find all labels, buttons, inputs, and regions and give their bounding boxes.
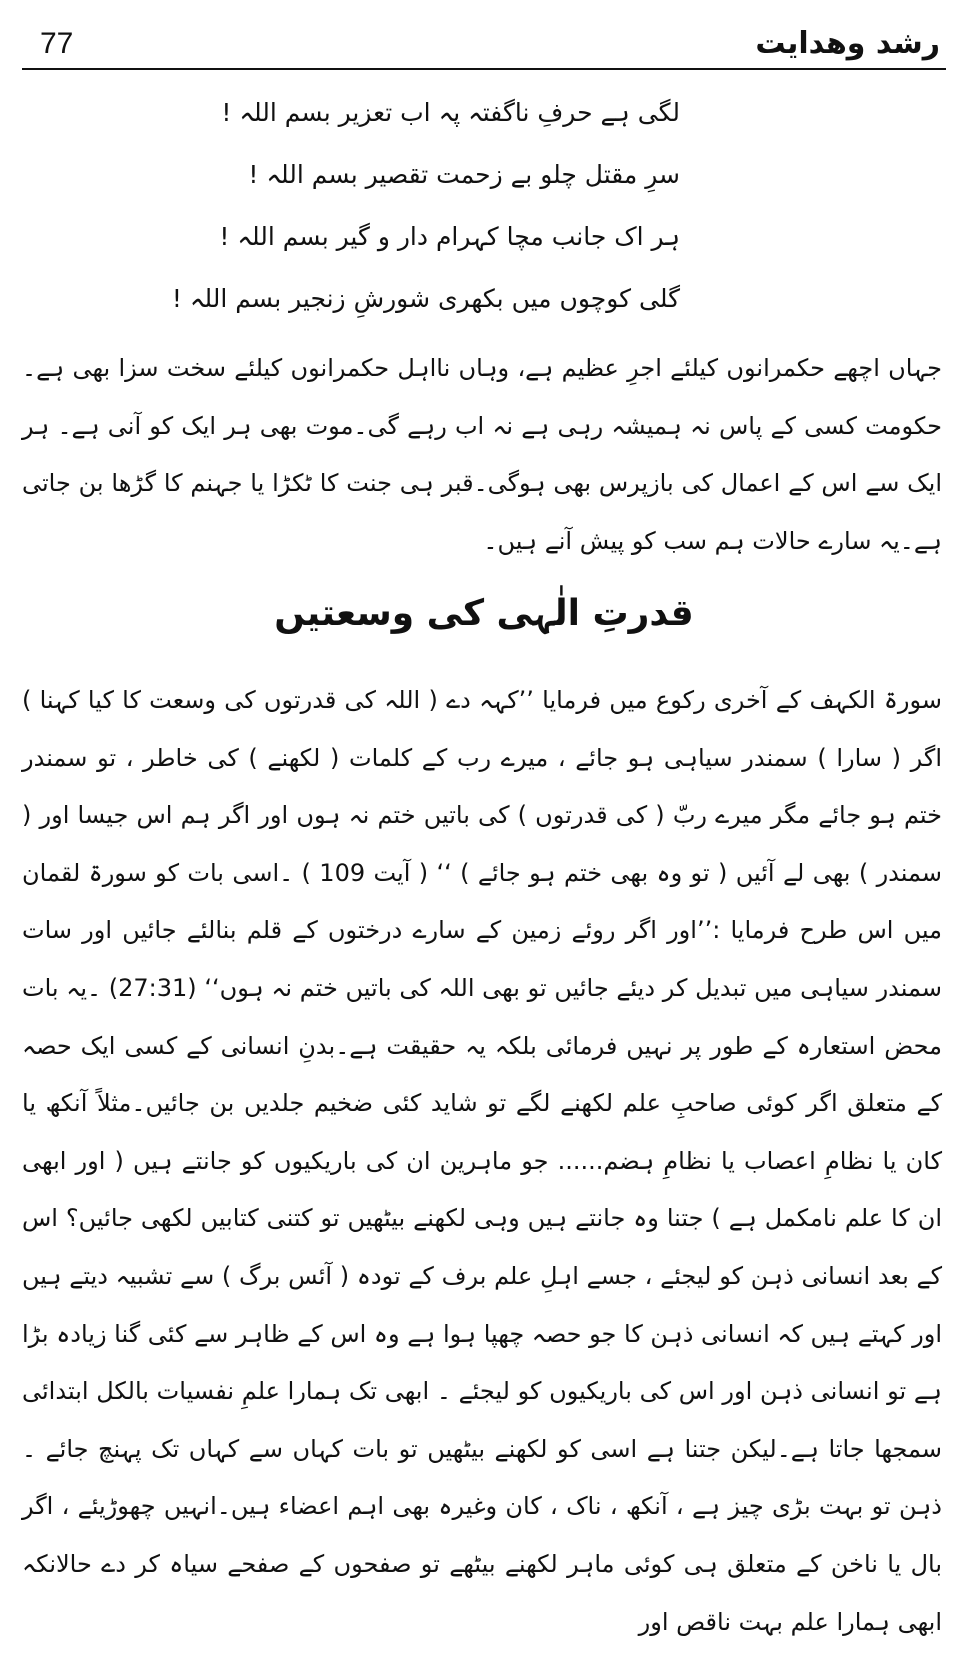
section-heading: قدرتِ الٰہی کی وسعتیں xyxy=(274,593,694,634)
page-header xyxy=(0,0,968,74)
poem-line: ہر اک جانب مچا کہرام دار و گیر بسم اللہ ! xyxy=(219,222,680,251)
poem-line: لگی ہے حرفِ ناگفتہ پہ اب تعزیر بسم اللہ ! xyxy=(221,98,680,127)
header-rule xyxy=(22,68,946,70)
running-title: رشد وھدایت xyxy=(755,26,940,61)
paragraph-rulers-accountability: جہاں اچھے حکمرانوں کیلئے اجرِ عظیم ہے، وہاں نااہل حکمرانوں کیلئے سخت سزا بھی ہے۔حکومت کسی کے پاس نہ ہمیشہ رہی ہے نہ اب رہے گی۔موت بھی ہر ایک کو آنی ہے۔ ہر ایک سے اس کے اعمال کی بازپرس بھی ہوگی۔قبر ہی جنت کا ٹکڑا یا جہنم کا گڑھا بن جاتی ہے۔یہ سارے حالات ہم سب کو پیش آنے ہیں۔ xyxy=(22,354,942,555)
poem-stanza xyxy=(171,82,680,330)
page-number: 77 xyxy=(40,27,74,60)
poem-line: سرِ مقتل چلو بے زحمت تقصیر بسم اللہ ! xyxy=(248,160,680,189)
paragraph-divine-power: سورۃ الکہف کے آخری رکوع میں فرمایا ’’کہہ دے ( اللہ کی قدرتوں کی وسعت کا کیا کہنا ) اگر ( سارا ) سمندر سیاہی ہو جائے ، میرے رب کے کلمات ( لکھنے ) کی خاطر ، تو سمندر ختم ہو جائے مگر میرے ربّ ( کی قدرتوں ) کی باتیں ختم نہ ہوں اور اگر ہم اس جیسا اور ( سمندر ) بھی لے آئیں ( تو وہ بھی ختم ہو جائے ) ‘‘ ( آیت 109 ) ۔اسی بات کو سورۃ لقمان میں اس طرح فرمایا :’’اور اگر روئے زمین کے سارے درختوں کے قلم بنالئے جائیں اور سات سمندر سیاہی میں تبدیل کر دیئے جائیں تو بھی اللہ کی باتیں ختم نہ ہوں‘‘ (27:31) ۔یہ بات محض استعارہ کے طور پر نہیں فرمائی بلکہ یہ حقیقت ہے۔بدنِ انسانی کے کسی ایک حصہ کے متعلق اگر کوئی صاحبِ علم لکھنے لگے تو شاید کئی ضخیم جلدیں بن جائیں۔مثلاً آنکھ یا کان یا نظامِ اعصاب یا نظامِ ہضم...... جو ماہرین ان کی باریکیوں کو جانتے ہیں ( اور ابھی ان کا علم نامکمل ہے ) جتنا وہ جانتے ہیں وہی لکھنے بیٹھیں تو کتنی کتابیں لکھی جائیں؟ اس کے بعد انسانی ذہن کو لیجئے ، جسے اہلِ علم برف کے تودہ ( آئس برگ ) سے تشبیہ دیتے ہیں اور کہتے ہیں کہ انسانی ذہن کا جو حصہ چھپا ہوا ہے وہ اس کے ظاہر سے کئی گنا زیادہ بڑا ہے تو انسانی ذہن اور اس کی باریکیوں کو لیجئے ۔ ابھی تک ہمارا علمِ نفسیات بالکل ابتدائی سمجھا جاتا ہے۔لیکن جتنا ہے اسی کو لکھنے بیٹھیں تو بات کہاں سے کہاں تک پہنچ جائے ۔ ذہن تو بہت بڑی چیز ہے ، آنکھ ، ناک ، کان وغیرہ بھی اہم اعضاء ہیں۔انہیں چھوڑیئے ، اگر بال یا ناخن کے متعلق ہی کوئی ماہر لکھنے بیٹھے تو صفحوں کے صفحے سیاہ کر دے حالانکہ ابھی ہمارا علم بہت ناقص اور xyxy=(21,686,942,1636)
poem-line: گلی کوچوں میں بکھری شورشِ زنجیر بسم اللہ ! xyxy=(171,284,680,313)
